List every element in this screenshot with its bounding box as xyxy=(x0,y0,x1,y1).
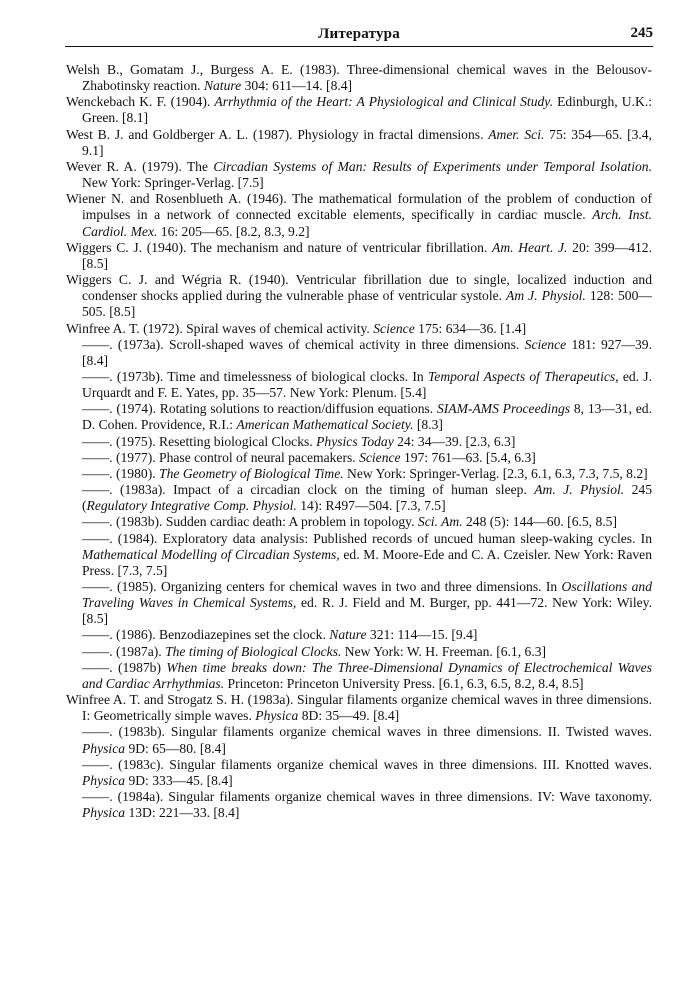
reference-entry xyxy=(66,369,652,401)
reference-italic-part: Nature xyxy=(203,78,242,94)
reference-text-part: 245 ( xyxy=(82,482,653,514)
reference-text-part: 9D: 65—80. [8.4] xyxy=(125,740,226,756)
reference-italic-part: Science xyxy=(373,320,415,336)
reference-entry xyxy=(66,514,652,530)
reference-entry xyxy=(66,789,652,821)
reference-text-part: Princeton: Princeton University Press. [6.1, 6.3, 6.5, 8.2, 8.4, 8.5] xyxy=(224,675,584,691)
reference-text-part: 304: 611—14. [8.4] xyxy=(241,78,353,94)
reference-italic-part: Am. J. Physiol. xyxy=(534,482,625,498)
reference-text-part: 20: 399—412. [8.5] xyxy=(82,239,652,271)
reference-text-part: Wenckebach K. F. (1904). xyxy=(66,94,215,110)
reference-entry xyxy=(66,531,652,579)
reference-entry xyxy=(66,450,652,466)
reference-italic-part: Am. Heart. J. xyxy=(492,239,568,255)
reference-italic-part: When time breaks down: The Three-Dimensional Dynamics of Electrochemical Waves and Cardiac Arrhythmias. xyxy=(82,659,652,691)
reference-text-part: Winfree A. T. and Strogatz S. H. (1983a). Singular filaments organize chemical waves in three dimensions. I: Geometrically simple waves. xyxy=(66,692,652,724)
reference-text-part: Welsh B., Gomatam J., Burgess A. E. (1983). Three-dimensional chemical waves in the Belousov-Zhabotinsky reaction. xyxy=(66,62,652,94)
reference-entry xyxy=(66,62,652,94)
reference-italic-part: Science xyxy=(359,449,401,465)
reference-text-part: ed. J. Urquardt and F. E. Yates, pp. 35—57. New York: Plenum. [5.4] xyxy=(82,368,652,401)
reference-entry xyxy=(66,757,652,789)
reference-italic-part: Physica xyxy=(255,708,299,724)
reference-text-part: 321: 114—15. [9.4] xyxy=(366,627,478,643)
reference-entry xyxy=(66,644,652,660)
reference-entry xyxy=(66,321,652,337)
reference-italic-part: Oscillations and Traveling Waves in Chemical Systems, xyxy=(82,579,652,611)
reference-text-part: New York: W. H. Freeman. [6.1, 6.3] xyxy=(341,643,547,659)
reference-text-part: Edinburgh, U.K.: Green. [8.1] xyxy=(82,94,652,126)
reference-italic-part: Amer. Sci. xyxy=(488,126,545,142)
reference-text-part: Wiggers C. J. and Wégria R. (1940). Ventricular fibrillation due to single, localized induction and condenser shocks applied during the vulnerable phase of ventricular systole. xyxy=(66,272,652,304)
reference-text-part: Wiggers C. J. (1940). The mechanism and nature of ventricular fibrillation. xyxy=(66,239,493,255)
page-number: 245 xyxy=(630,25,653,41)
reference-entry xyxy=(66,272,652,320)
reference-text-part: Wever R. A. (1979). The xyxy=(66,158,214,174)
reference-text-part: ——. (1974). Rotating solutions to reaction/diffusion equations. xyxy=(82,401,437,417)
reference-text-part: New York: Springer-Verlag. [2.3, 6.1, 6.3, 7.3, 7.5, 8.2] xyxy=(343,465,648,481)
reference-italic-part: Physica xyxy=(82,805,126,821)
reference-italic-part: Arch. Inst. Cardiol. Mex. xyxy=(82,207,652,239)
reference-text-part: ——. (1987a). xyxy=(82,643,166,659)
reference-entry xyxy=(66,724,652,756)
reference-entry xyxy=(66,240,652,272)
reference-entry xyxy=(66,94,652,126)
reference-text-part: ed. R. J. Field and M. Burger, pp. 441—72. New York: Wiley. [8.5] xyxy=(82,595,652,627)
reference-entry xyxy=(66,401,652,433)
reference-entry xyxy=(66,627,652,643)
reference-italic-part: Regulatory Integrative Comp. Physiol. xyxy=(86,498,297,514)
reference-italic-part: Sci. Am. xyxy=(417,514,463,530)
reference-text-part: ——. (1983c). Singular filaments organize chemical waves in three dimensions. III. Knotted waves. xyxy=(82,756,652,772)
reference-italic-part: Science xyxy=(524,336,567,352)
reference-text-part: ——. (1973a). Scroll-shaped waves of chemical activity in three dimensions. xyxy=(82,336,525,352)
reference-text-part: Winfree A. T. (1972). Spiral waves of chemical activity. xyxy=(66,320,374,336)
reference-entry xyxy=(66,579,652,627)
reference-text-part: 16: 205—65. [8.2, 8.3, 9.2] xyxy=(157,223,310,239)
reference-italic-part: Temporal Aspects of Therapeutics, xyxy=(427,368,619,384)
reference-list xyxy=(66,62,652,821)
reference-text-part: ——. (1984). Exploratory data analysis: Published records of uncued human sleep-waking cycles. In xyxy=(82,530,652,546)
reference-text-part: 197: 761—63. [5.4, 6.3] xyxy=(400,449,536,465)
reference-italic-part: Arrhythmia of the Heart: A Physiological and Clinical Study. xyxy=(214,94,553,110)
reference-text-part: 9D: 333—45. [8.4] xyxy=(125,772,233,788)
reference-text-part: Wiener N. and Rosenblueth A. (1946). The mathematical formulation of the problem of conduction of impulses in a network of connected excitable elements, specifically in cardiac muscle. xyxy=(66,191,652,223)
reference-text-part: ed. M. Moore-Ede and C. A. Czeisler. New York: Raven Press. [7.3, 7.5] xyxy=(82,546,653,578)
reference-text-part: ——. (1983b). Sudden cardiac death: A problem in topology. xyxy=(82,514,418,530)
reference-italic-part: American Mathematical Society. xyxy=(236,417,414,433)
reference-italic-part: Physics Today xyxy=(316,433,394,449)
reference-entry xyxy=(66,434,652,450)
reference-entry xyxy=(66,159,652,191)
reference-text-part: West B. J. and Goldberger A. L. (1987). Physiology in fractal dimensions. xyxy=(66,126,489,142)
reference-text-part: ——. (1977). Phase control of neural pacemakers. xyxy=(82,449,360,465)
reference-italic-part: Physica xyxy=(82,740,126,756)
reference-italic-part: The timing of Biological Clocks. xyxy=(165,643,342,659)
reference-entry xyxy=(66,466,652,482)
reference-text-part: 75: 354—65. [3.4, 9.1] xyxy=(82,126,652,158)
reference-italic-part: SIAM-AMS Proceedings xyxy=(436,401,571,417)
reference-entry xyxy=(66,692,652,724)
reference-text-part: 24: 34—39. [2.3, 6.3] xyxy=(393,433,516,449)
reference-italic-part: Physica xyxy=(82,772,126,788)
reference-text-part: ——. (1983b). Singular filaments organize chemical waves in three dimensions. II. Twisted waves. xyxy=(82,724,652,740)
reference-text-part: ——. (1980). xyxy=(82,465,160,481)
reference-text-part: 175: 634—36. [1.4] xyxy=(414,320,527,336)
reference-text-part: 8, 13—31, ed. D. Cohen. Providence, R.I.: xyxy=(82,401,652,433)
reference-entry xyxy=(66,127,652,159)
reference-text-part: 14): R497—504. [7.3, 7.5] xyxy=(296,498,446,514)
reference-italic-part: Circadian Systems of Man: Results of Experiments under Temporal Isolation. xyxy=(213,158,652,174)
reference-entry xyxy=(66,482,652,514)
reference-text-part: ——. (1983a). Impact of a circadian clock on the timing of human sleep. xyxy=(82,482,535,498)
reference-text-part: ——. (1985). Organizing centers for chemical waves in two and three dimensions. In xyxy=(82,579,562,594)
reference-italic-part: The Geometry of Biological Time. xyxy=(159,465,344,481)
reference-text-part: ——. (1984a). Singular filaments organize chemical waves in three dimensions. IV: Wave taxonomy. xyxy=(82,789,652,805)
reference-entry xyxy=(66,660,652,692)
section-title: Литература xyxy=(318,26,400,42)
reference-italic-part: Am J. Physiol. xyxy=(506,288,586,304)
reference-text-part: [8.3] xyxy=(413,417,443,433)
reference-text-part: ——. (1975). Resetting biological Clocks. xyxy=(82,433,317,449)
reference-entry xyxy=(66,337,652,369)
reference-text-part: ——. (1973b). Time and timelessness of biological clocks. In xyxy=(82,368,428,384)
reference-text-part: 8D: 35—49. [8.4] xyxy=(298,708,400,724)
reference-italic-part: Nature xyxy=(329,627,367,643)
reference-text-part: ——. (1987b) xyxy=(82,659,167,675)
reference-text-part: 13D: 221—33. [8.4] xyxy=(125,805,240,821)
reference-text-part: New York: Springer-Verlag. [7.5] xyxy=(82,175,264,191)
reference-text-part: 181: 927—39. [8.4] xyxy=(82,336,652,368)
reference-entry xyxy=(66,191,652,239)
reference-text-part: 128: 500—505. [8.5] xyxy=(82,288,652,320)
reference-text-part: ——. (1986). Benzodiazepines set the clock. xyxy=(82,627,330,643)
running-header xyxy=(65,24,653,47)
reference-text-part: 248 (5): 144—60. [6.5, 8.5] xyxy=(462,514,618,530)
reference-italic-part: Mathematical Modelling of Circadian Systems, xyxy=(82,546,340,562)
